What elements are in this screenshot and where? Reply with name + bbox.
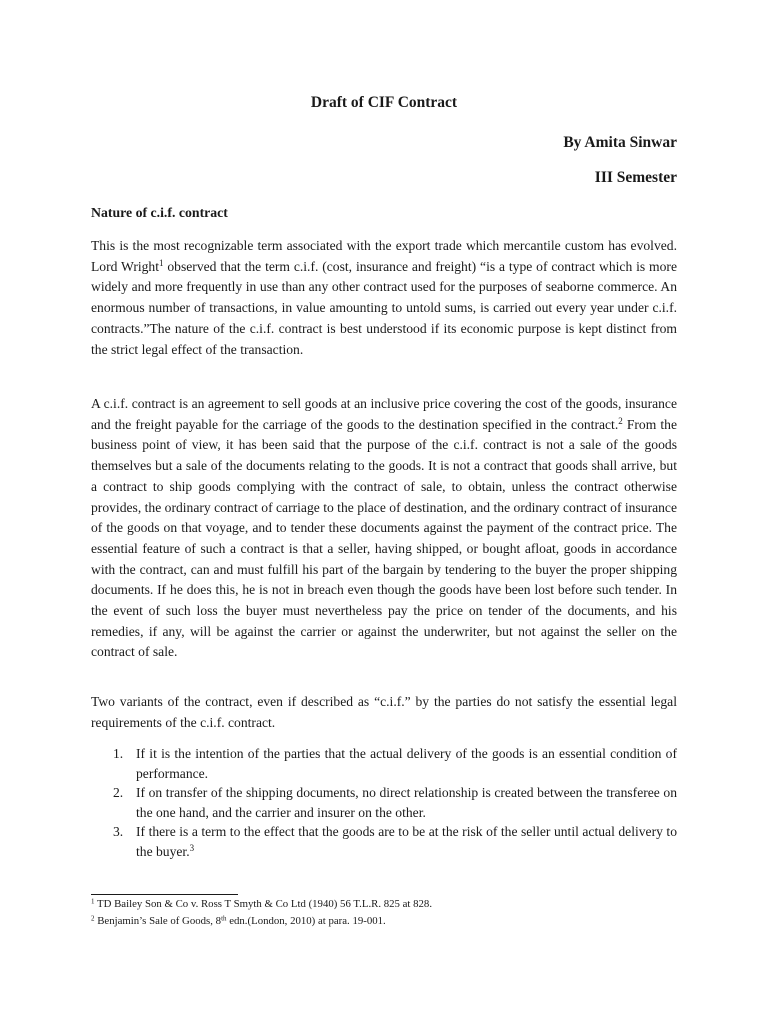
variants-list — [91, 744, 677, 861]
footnote-text: edn.(London, 2010) at para. 19-001. — [226, 915, 386, 927]
paragraph-variants: Two variants of the contract, even if described as “c.i.f.” by the parties do not satisfy the essential legal requirements of the c.i.f. contract. — [91, 694, 677, 730]
list-item — [91, 783, 677, 822]
document-title: Draft of CIF Contract — [310, 94, 458, 111]
footnote-ref-2[interactable]: 2 — [618, 415, 623, 426]
footnote-mark: 1 — [91, 897, 95, 906]
list-number: 3. — [113, 824, 124, 839]
paragraph-text: observed that the term c.i.f. (cost, insurance and freight) “is a type of contract which is more widely and more frequently in use than any other contract used for the purposes of seaborne commerce. An enormous number of transactions, in value amounting to untold sums, is carried out every year under c.i.f. contracts.”The nature of the c.i.f. contract is best understood if its economic purpose is kept distinct from the strict legal effect of the transaction. — [91, 258, 677, 357]
footnote-1 — [91, 898, 432, 911]
paragraph-intro — [91, 236, 677, 360]
paragraph-text: A c.i.f. contract is an agreement to sell goods at an inclusive price covering the cost of the goods, insurance and the freight payable for the carriage of the goods to the destination specified in the contract. — [91, 396, 677, 432]
list-item-text: If on transfer of the shipping documents, no direct relationship is created between the transferee on the one hand, and the carrier and insurer on the other. — [136, 785, 677, 820]
footnote-divider — [91, 894, 238, 895]
author-line: By Amita Sinwar — [563, 134, 677, 151]
list-number: 2. — [113, 785, 124, 800]
footnote-2 — [91, 915, 386, 928]
footnote-ref-3[interactable]: 3 — [189, 842, 195, 853]
footnote-mark: 2 — [91, 914, 95, 923]
footnote-text: TD Bailey Son & Co v. Ross T Smyth & Co Ltd (1940) 56 T.L.R. 825 at 828. — [94, 898, 433, 910]
list-item-text: If it is the intention of the parties that the actual delivery of the goods is an essential condition of performance. — [136, 746, 677, 781]
paragraph-text: From the business point of view, it has been said that the purpose of the c.i.f. contract is not a sale of the goods themselves but a sale of the documents relating to the goods. It is not a contract that goods shall arrive, but a contract to ship goods complying with the contract of sale, to obtain, unless the contract otherwise provides, the ordinary contract of carriage to the place of destination, and the ordinary contract of insurance of the goods on that voyage, and to tender these documents against the payment of the contract price. The essential feature of such a contract is that a seller, having shipped, or bought afloat, goods in accordance with the contract, can and must fulfill his part of the bargain by tendering to the buyer the proper shipping documents. If he does this, he is not in breach even though the goods have been lost before such tender. In the event of such loss the buyer must nevertheless pay the price on tender of the documents, and his remedies, if any, will be against the carrier or against the underwriter, but not against the seller on the contract of sale. — [91, 416, 677, 660]
list-item — [91, 744, 677, 783]
section-heading: Nature of c.i.f. contract — [91, 205, 228, 220]
footnote-ref-1[interactable]: 1 — [159, 257, 164, 268]
list-item — [91, 822, 677, 861]
footnote-text: Benjamin’s Sale of Goods, 8 — [94, 915, 222, 927]
list-number: 1. — [113, 746, 124, 761]
paragraph-text: This is the most recognizable term associated with the export trade which mercantile custom has evolved. Lord Wright — [91, 238, 677, 274]
list-item-text: If there is a term to the effect that the goods are to be at the risk of the seller until actual delivery to the buyer. — [136, 824, 677, 859]
paragraph-definition — [91, 394, 677, 663]
footnote-superscript: th — [221, 914, 227, 923]
semester-line: III Semester — [594, 169, 677, 186]
